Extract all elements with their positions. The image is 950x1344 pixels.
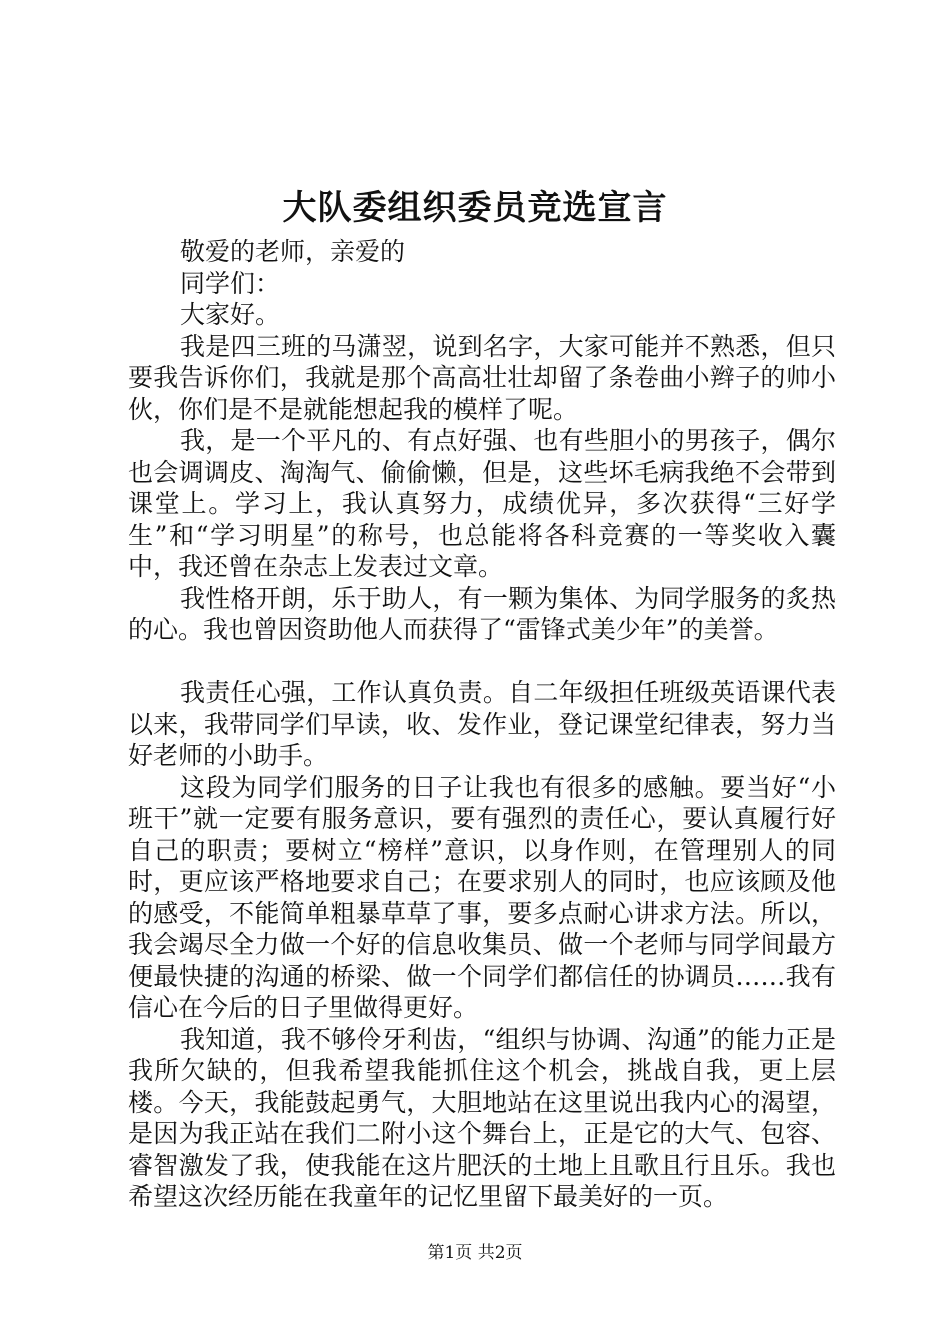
paragraph-intro: 我是四三班的马潇翌，说到名字，大家可能并不熟悉，但只要我告诉你们，我就是那个高高壮壮却留了条卷曲小辫子的帅小伙，你们是不是就能想起我的模样了呢。	[128, 331, 836, 424]
paragraph-responsibility: 我责任心强，工作认真负责。自二年级担任班级英语课代表以来，我带同学们早读，收、发作业，登记课堂纪律表，努力当好老师的小助手。	[128, 678, 836, 770]
salutation-line-1: 敬爱的老师，亲爱的	[180, 237, 406, 266]
paragraph-personality: 我性格开朗，乐于助人，有一颗为集体、为同学服务的炙热的心。我也曾因资助他人而获得了“雷锋式美少年”的美誉。	[128, 583, 836, 644]
paragraph-conclusion: 我知道，我不够伶牙利齿，“组织与协调、沟通”的能力正是我所欠缺的，但我希望我能抓住这个机会，挑战自我，更上层楼。今天，我能鼓起勇气，大胆地站在这里说出我内心的渴望，是因为我正站在我们二附小这个舞台上，正是它的大气、包容、睿智激发了我，使我能在这片肥沃的土地上且歌且行且乐。我也希望这次经历能在我童年的记忆里留下最美好的一页。	[128, 1024, 836, 1211]
paragraph-reflection: 这段为同学们服务的日子让我也有很多的感触。要当好“小班干”就一定要有服务意识，要有强烈的责任心，要认真履行好自己的职责；要树立“榜样”意识，以身作则，在管理别人的同时，更应该严格地要求自己；在要求别人的同时，也应该顾及他的感受，不能简单粗暴草草了事，要多点耐心讲求方法。所以，我会竭尽全力做一个好的信息收集员、做一个老师与同学间最方便最快捷的沟通的桥梁、做一个同学们都信任的协调员……我有信心在今后的日子里做得更好。	[128, 772, 836, 1022]
blank-line	[128, 646, 836, 678]
document-title: 大队委组织委员竞选宣言	[282, 188, 668, 228]
salutation-line-2: 同学们：	[180, 268, 281, 298]
document-body	[128, 236, 836, 1213]
paragraph-character: 我，是一个平凡的、有点好强、也有些胆小的男孩子，偶尔也会调调皮、淘淘气、偷偷懒，但是，这些坏毛病我绝不会带到课堂上。学习上，我认真努力，成绩优异，多次获得“三好学生”和“学习明星”的称号，也总能将各科竞赛的一等奖收入囊中，我还曾在杂志上发表过文章。	[128, 426, 836, 581]
greeting: 大家好。	[180, 300, 281, 329]
page-number: 第1页 共2页	[427, 1243, 523, 1263]
